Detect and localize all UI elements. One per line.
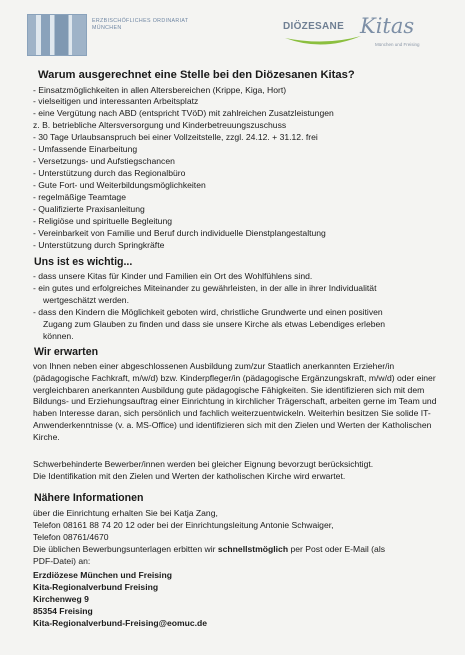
why-item: - Religiöse und spirituelle Begleitung: [33, 216, 173, 226]
important-line: wertgeschätzt werden.: [43, 295, 129, 305]
why-item: - regelmäßige Teamtage: [33, 192, 126, 202]
info-line: über die Einrichtung erhalten Sie bei Katja Zang,: [33, 508, 218, 518]
important-line: können.: [43, 331, 74, 341]
important-line: - dass den Kindern die Möglichkeit geboten wird, christliche Grundwerte und einen positiven: [33, 307, 383, 317]
address-line: 85354 Freising: [33, 606, 93, 616]
why-item: - eine Vergütung nach ABD (entspricht TVöD) mit zahlreichen Zusatzleistungen: [33, 108, 334, 118]
info-line: Telefon 08161 88 74 20 12 oder bei der Einrichtungsleitung Antonie Schwaiger,: [33, 520, 334, 530]
org-name-line-1: ERZBISCHÖFLICHES ORDINARIAT: [92, 18, 189, 24]
identification-note: Die Identifikation mit den Zielen und Werten der katholischen Kirche wird erwartet.: [33, 471, 346, 481]
info-line: Telefon 08761/4670: [33, 532, 109, 542]
address-line: Kita-Regionalverbund Freising: [33, 582, 159, 592]
ordinariat-seal-icon: [27, 14, 87, 56]
important-line: - dass unsere Kitas für Kinder und Familien ein Ort des Wohlfühlens sind.: [33, 271, 313, 281]
org-name-line-2: MÜNCHEN: [92, 25, 122, 31]
info-line: Die üblichen Bewerbungsunterlagen erbitten wir schnellstmöglich per Post oder E-Mail (als: [33, 544, 386, 554]
address-line: Erzdiözese München und Freising: [33, 570, 172, 580]
why-item: - 30 Tage Urlaubsanspruch bei einer Vollzeitstelle, zzgl. 24.12. + 31.12. frei: [33, 132, 318, 142]
disabled-note: Schwerbehinderte Bewerber/innen werden bei gleicher Eignung bevorzugt berücksichtigt.: [33, 459, 374, 469]
why-item: - Vereinbarkeit von Familie und Beruf durch individuelle Dienstplangestaltung: [33, 228, 326, 238]
why-item: - Unterstützung durch das Regionalbüro: [33, 168, 186, 178]
why-item: - Versetzungs- und Aufstiegschancen: [33, 156, 175, 166]
why-item: - Unterstützung durch Springkräfte: [33, 240, 165, 250]
why-item: - Gute Fort- und Weiterbildungsmöglichkeiten: [33, 180, 206, 190]
ordinariat-logo: [27, 14, 222, 54]
why-item: - vielseitigen und interessanten Arbeitsplatz: [33, 96, 199, 106]
email-link[interactable]: Kita-Regionalverbund-Freising@eomuc.de: [33, 618, 208, 628]
kitas-prefix: DIÖZESANE: [283, 21, 345, 32]
dioezesane-kitas-logo: [283, 12, 441, 56]
kitas-subtitle: München und Freising: [375, 42, 420, 47]
emphasis-text: schnellstmöglich: [217, 544, 289, 554]
why-item: z. B. betriebliche Altersversorgung und Kinderbetreuungszuschuss: [33, 120, 287, 130]
expect-paragraph: von Ihnen neben einer abgeschlossenen Ausbildung zum/zur Staatlich anerkannten Erzieher/in (pädagogische Fachkraft, m/w/d) bzw. Kinderpfleger/in (pädagogische Ergänzungskraft, m/w/d) oder einer vergleichbaren anerkannten Ausbildung gute pädagogische Fähigkeiten. Sie identifizieren sich mit dem Bildungs- und Erziehungsauftrag einer Einrichtung in kirchlicher Trägerschaft, arbeiten gerne im Team und haben Interesse daran, sich persönlich und fachlich weiterzuentwickeln. Weiterhin besitzen Sie solide IT-Anwenderkenntnisse (v. a. MS-Office) und identifizieren sich mit den Zielen und Werten der Katholischen Kirche.: [33, 361, 437, 442]
info-heading: Nähere Informationen: [34, 492, 144, 504]
important-line: Zugang zum Glauben zu finden und dass sie unsere Kirche als etwas Lebendiges erleben: [43, 319, 386, 329]
why-item: - Umfassende Einarbeitung: [33, 144, 138, 154]
why-heading: Warum ausgerechnet eine Stelle bei den Diözesanen Kitas?: [38, 69, 355, 81]
address-line: Kirchenweg 9: [33, 594, 89, 604]
swoosh-icon: [283, 34, 363, 50]
important-line: - ein gutes und erfolgreiches Miteinander zu gewährleisten, in der alle in ihrer Individualität: [33, 283, 377, 293]
important-heading: Uns ist es wichtig...: [34, 256, 133, 268]
info-line: PDF-Datei) an:: [33, 556, 91, 566]
why-item: - Qualifizierte Praxisanleitung: [33, 204, 145, 214]
why-item: - Einsatzmöglichkeiten in allen Altersbereichen (Krippe, Kiga, Hort): [33, 85, 287, 95]
kitas-word: Kitas: [360, 14, 415, 38]
expect-heading: Wir erwarten: [34, 346, 99, 358]
